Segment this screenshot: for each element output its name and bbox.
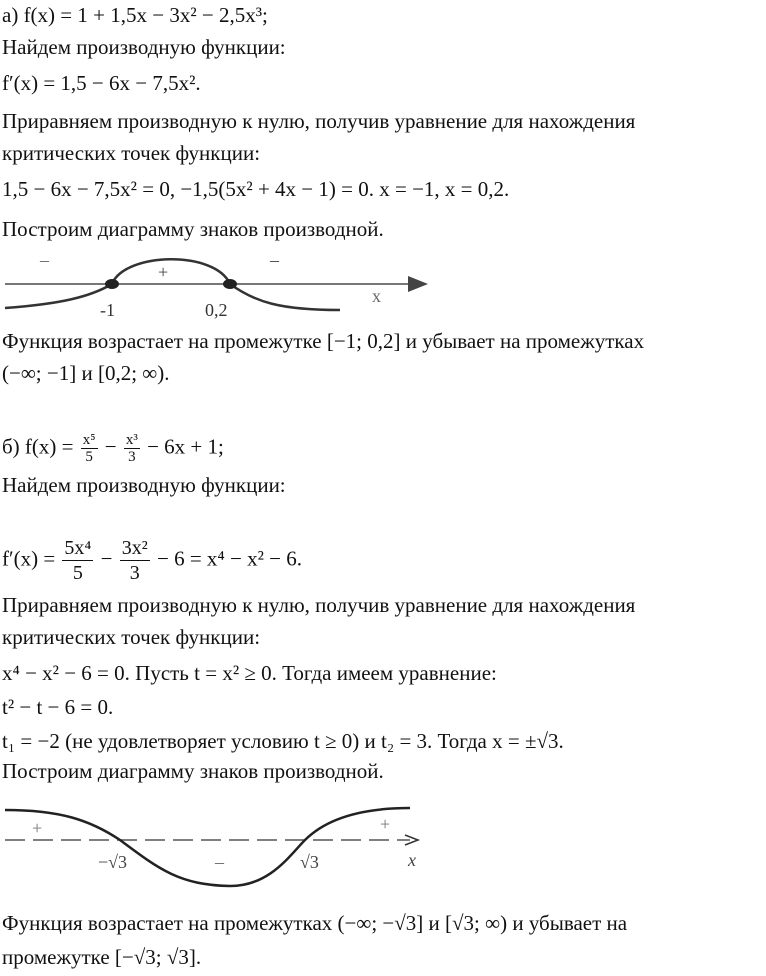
part-a-find-derivative: Найдем производную функции: (2, 35, 286, 59)
part-a-function: а) f(x) = 1 + 1,5x − 3x² − 2,5x³; (2, 3, 268, 27)
numerator: 3x² (121, 537, 148, 559)
part-b-quadratic: t² − t − 6 = 0. (2, 695, 114, 719)
denominator: 3 (129, 562, 140, 584)
function-rest: − 6x + 1; (141, 434, 224, 459)
sign-plus-right: + (380, 814, 391, 834)
derivative-curve (5, 808, 410, 886)
part-a-equation: 1,5 − 6x − 7,5x² = 0, −1,5(5x² + 4x − 1) = 0. x = −1, x = 0,2. (2, 177, 510, 201)
denominator: 5 (72, 562, 83, 584)
sign-diagram-a (0, 252, 440, 322)
part-b-prefix: б) f(x) = (2, 434, 79, 459)
point-label-1: −√3 (98, 852, 128, 872)
critical-point-dot (223, 279, 237, 289)
sign-minus: – (215, 852, 224, 872)
part-a-conclusion-1: Функция возрастает на промежутке [−1; 0,2] и убывает на промежутках (2, 329, 645, 353)
part-a-conclusion-2: (−∞; −1] и [0,2; ∞). (2, 361, 170, 385)
sign-minus-right: – (270, 252, 279, 270)
part-b-roots: t₁ = −2 (не удовлетворяет условию t ≥ 0) и t₂ = 3. Тогда x = ±√3. (2, 729, 564, 753)
part-b-build-diagram: Построим диаграмму знаков производной. (2, 759, 384, 783)
derivative-rest: − 6 = x⁴ − x² − 6. (151, 546, 302, 571)
operator: − (95, 546, 118, 571)
part-a-build-diagram: Построим диаграмму знаков производной. (2, 217, 384, 241)
numerator: 5x⁴ (64, 537, 92, 559)
part-b-set-zero-1: Приравняем производную к нулю, получив уравнение для нахождения (2, 593, 636, 617)
fraction (62, 536, 93, 585)
fraction (124, 432, 140, 465)
part-b-substitution: x⁴ − x² − 6 = 0. Пусть t = x² ≥ 0. Тогда имеем уравнение: (2, 661, 497, 685)
numerator: x⁵ (82, 432, 96, 448)
critical-point-dot (105, 279, 119, 289)
point-label-2: 0,2 (205, 300, 228, 320)
sign-diagram-b (0, 800, 440, 895)
axis-label: x (372, 286, 381, 306)
part-b-derivative (2, 536, 302, 585)
operator: − (99, 434, 122, 459)
sign-plus-left: + (32, 818, 43, 838)
part-b-set-zero-2: критических точек функции: (2, 625, 261, 649)
part-b-conclusion-1: Функция возрастает на промежутках (−∞; −√3] и [√3; ∞) и убывает на (2, 911, 628, 935)
denominator: 5 (85, 449, 93, 465)
numerator: x³ (125, 432, 138, 448)
sign-minus-left: – (40, 252, 49, 270)
point-label-2: √3 (300, 852, 319, 872)
fraction (81, 432, 98, 465)
denominator: 3 (128, 449, 136, 465)
sign-plus: + (158, 262, 169, 282)
part-a-derivative: f′(x) = 1,5 − 6x − 7,5x². (2, 71, 201, 95)
part-b-function (2, 432, 224, 465)
part-b-conclusion-2: промежутке [−√3; √3]. (2, 945, 202, 969)
part-b-find-derivative: Найдем производную функции: (2, 473, 286, 497)
fraction (120, 536, 150, 585)
part-a-set-zero-1: Приравняем производную к нулю, получив уравнение для нахождения (2, 109, 636, 133)
axis-label: x (408, 850, 416, 870)
axis-arrow-icon (408, 276, 428, 292)
point-label-1: -1 (100, 300, 115, 320)
derivative-prefix: f′(x) = (2, 546, 61, 571)
part-a-set-zero-2: критических точек функции: (2, 141, 261, 165)
